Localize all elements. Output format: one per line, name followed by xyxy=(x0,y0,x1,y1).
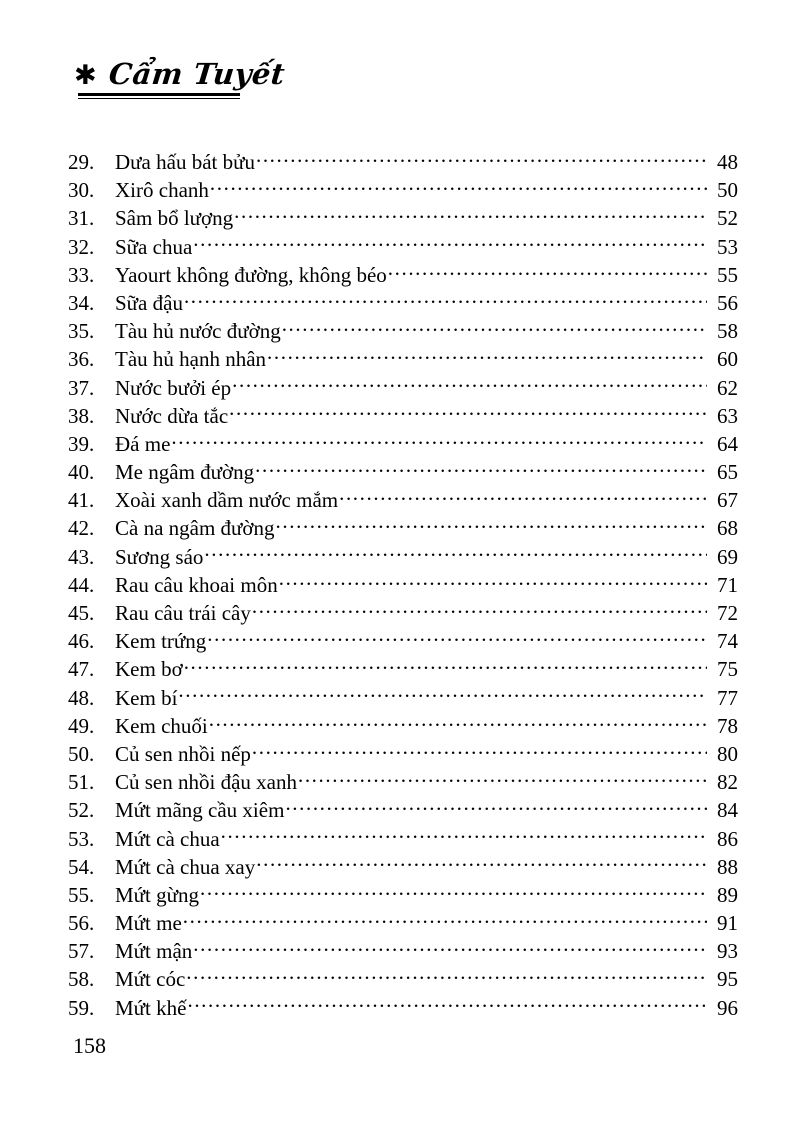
toc-entry-number: 58. xyxy=(68,967,95,992)
toc-entry-page: 80 xyxy=(717,741,738,766)
toc-entry-leader-dots xyxy=(256,148,707,169)
toc-entry-leader-dots xyxy=(193,233,707,254)
toc-entry-leader-dots xyxy=(339,486,707,507)
toc-entry-title: Củ sen nhồi nếp xyxy=(115,741,251,766)
toc-entry-title: Sâm bổ lượng xyxy=(115,206,234,231)
toc-entry-title: Mứt khế xyxy=(115,995,187,1020)
toc-entry-number: 34. xyxy=(68,290,95,315)
toc-entry-title: Yaourt không đường, không béo xyxy=(115,262,387,287)
toc-entry-number: 43. xyxy=(68,544,95,569)
toc-entry[interactable] xyxy=(68,768,738,796)
toc-entry-title: Tàu hủ nước đường xyxy=(115,319,281,344)
toc-entry-page: 55 xyxy=(717,262,738,287)
toc-entry-title: Kem trứng xyxy=(115,629,207,654)
toc-entry[interactable] xyxy=(68,796,738,824)
toc-entry-page: 91 xyxy=(717,911,738,936)
toc-entry-page: 62 xyxy=(717,375,738,400)
toc-entry-number: 57. xyxy=(68,939,95,964)
toc-entry-leader-dots xyxy=(252,599,707,620)
toc-entry-number: 45. xyxy=(68,601,95,625)
toc-entry-number: 36. xyxy=(68,347,95,372)
toc-entry-page: 56 xyxy=(717,290,738,315)
toc-entry-title: Xoài xanh dầm nước mắm xyxy=(115,488,339,513)
toc-entry-leader-dots xyxy=(200,881,707,902)
toc-entry[interactable] xyxy=(68,458,738,486)
toc-entry-page: 84 xyxy=(717,798,738,823)
toc-entry-title: Rau câu khoai môn xyxy=(115,572,278,597)
table-of-contents xyxy=(68,148,738,1022)
toc-entry[interactable] xyxy=(68,402,738,430)
toc-entry-number: 44. xyxy=(68,572,95,597)
toc-entry-number: 41. xyxy=(68,488,95,513)
toc-entry-number: 52. xyxy=(68,798,95,823)
toc-entry-page: 72 xyxy=(717,601,738,625)
author-name: Cẩm Tuyết xyxy=(106,56,287,91)
toc-entry[interactable] xyxy=(68,430,738,458)
toc-entry-leader-dots xyxy=(267,345,707,366)
toc-entry-page: 89 xyxy=(717,882,738,907)
toc-entry[interactable] xyxy=(68,571,738,599)
toc-entry-leader-dots xyxy=(184,289,707,310)
toc-entry-title: Mứt mãng cầu xiêm xyxy=(115,798,285,823)
toc-entry-number: 31. xyxy=(68,206,95,231)
toc-entry-title: Nước dừa tắc xyxy=(115,403,229,428)
toc-entry-number: 29. xyxy=(68,150,95,174)
toc-entry[interactable] xyxy=(68,825,738,853)
toc-entry-number: 32. xyxy=(68,234,95,259)
toc-entry-title: Mứt cà chua xay xyxy=(115,854,256,879)
toc-entry-title: Tàu hủ hạnh nhân xyxy=(115,347,267,372)
toc-entry-leader-dots xyxy=(255,458,707,479)
toc-entry-page: 67 xyxy=(717,488,738,513)
header-divider xyxy=(78,93,240,99)
toc-entry[interactable] xyxy=(68,543,738,571)
toc-entry-page: 95 xyxy=(717,967,738,992)
toc-entry-title: Me ngâm đường xyxy=(115,460,255,485)
toc-entry-leader-dots xyxy=(207,627,707,648)
toc-entry-page: 78 xyxy=(717,713,738,738)
toc-entry[interactable] xyxy=(68,655,738,683)
running-head-row xyxy=(74,55,474,93)
toc-entry-leader-dots xyxy=(193,937,707,958)
toc-entry-leader-dots xyxy=(232,374,707,395)
toc-entry-page: 63 xyxy=(717,403,738,428)
toc-entry-leader-dots xyxy=(282,317,707,338)
toc-entry-number: 54. xyxy=(68,854,95,879)
toc-entry[interactable] xyxy=(68,233,738,261)
toc-entry-title: Đá me xyxy=(115,431,171,456)
toc-entry-leader-dots xyxy=(178,684,707,705)
toc-entry-number: 42. xyxy=(68,516,95,541)
toc-entry-leader-dots xyxy=(221,825,707,846)
toc-entry-page: 82 xyxy=(717,770,738,795)
toc-entry[interactable] xyxy=(68,486,738,514)
toc-entry-leader-dots xyxy=(279,571,707,592)
toc-entry[interactable] xyxy=(68,853,738,881)
toc-entry-page: 53 xyxy=(717,234,738,259)
toc-entry-leader-dots xyxy=(186,965,707,986)
asterisk-icon: ✱ xyxy=(74,59,97,91)
toc-entry[interactable] xyxy=(68,994,738,1022)
toc-entry-page: 96 xyxy=(717,995,738,1020)
toc-entry-title: Mứt me xyxy=(115,911,182,936)
toc-entry-title: Xirô chanh xyxy=(115,178,209,203)
toc-entry[interactable] xyxy=(68,176,738,204)
toc-entry-title: Sữa đậu xyxy=(115,290,183,315)
toc-entry[interactable] xyxy=(68,881,738,909)
header-rule-thin xyxy=(78,98,240,99)
toc-entry-title: Kem bí xyxy=(115,685,178,710)
toc-entry-number: 39. xyxy=(68,431,95,456)
toc-entry-leader-dots xyxy=(388,261,707,282)
toc-entry-number: 55. xyxy=(68,882,95,907)
toc-entry-page: 88 xyxy=(717,854,738,879)
toc-entry[interactable] xyxy=(68,712,738,740)
toc-entry-title: Mứt cóc xyxy=(115,967,186,992)
toc-entry-leader-dots xyxy=(298,768,707,789)
toc-entry-page: 68 xyxy=(717,516,738,541)
toc-entry-page: 71 xyxy=(717,572,738,597)
toc-entry-leader-dots xyxy=(229,402,707,423)
toc-entry[interactable] xyxy=(68,937,738,965)
toc-entry-number: 49. xyxy=(68,713,95,738)
running-head xyxy=(74,55,474,109)
toc-entry-number: 38. xyxy=(68,403,95,428)
toc-entry-number: 47. xyxy=(68,657,95,682)
toc-entry-number: 37. xyxy=(68,375,95,400)
toc-entry-leader-dots xyxy=(256,853,707,874)
toc-entry[interactable] xyxy=(68,684,738,712)
toc-entry-page: 75 xyxy=(717,657,738,682)
toc-entry[interactable] xyxy=(68,909,738,937)
toc-entry-leader-dots xyxy=(276,514,707,535)
toc-entry-number: 40. xyxy=(68,460,95,485)
toc-entry-leader-dots xyxy=(204,543,707,564)
toc-entry-page: 69 xyxy=(717,544,738,569)
toc-entry-page: 77 xyxy=(717,685,738,710)
toc-entry-leader-dots xyxy=(209,712,707,733)
toc-entry-page: 93 xyxy=(717,939,738,964)
toc-entry-leader-dots xyxy=(285,796,707,817)
toc-entry-page: 64 xyxy=(717,431,738,456)
toc-entry-title: Kem chuối xyxy=(115,713,208,738)
toc-entry-number: 56. xyxy=(68,911,95,936)
toc-entry[interactable] xyxy=(68,345,738,373)
toc-entry-page: 58 xyxy=(717,319,738,344)
toc-entry[interactable] xyxy=(68,965,738,993)
toc-entry-number: 33. xyxy=(68,262,95,287)
toc-entry-title: Mứt cà chua xyxy=(115,826,220,851)
toc-entry-title: Rau câu trái cây xyxy=(115,601,251,625)
toc-entry[interactable] xyxy=(68,374,738,402)
toc-entry-leader-dots xyxy=(234,204,707,225)
toc-entry-title: Củ sen nhồi đậu xanh xyxy=(115,770,297,795)
toc-entry[interactable] xyxy=(68,289,738,317)
toc-entry-title: Dưa hấu bát bửu xyxy=(115,150,255,174)
toc-entry-number: 51. xyxy=(68,770,95,795)
toc-entry-leader-dots xyxy=(210,176,707,197)
toc-entry-page: 60 xyxy=(717,347,738,372)
toc-entry-title: Nước bưởi ép xyxy=(115,375,232,400)
page-number: 158 xyxy=(73,1033,106,1058)
toc-entry-number: 50. xyxy=(68,741,95,766)
toc-entry-page: 52 xyxy=(717,206,738,231)
toc-entry-leader-dots xyxy=(252,740,707,761)
toc-entry[interactable] xyxy=(68,148,738,176)
toc-entry-leader-dots xyxy=(184,655,707,676)
toc-entry-title: Mứt gừng xyxy=(115,882,200,907)
toc-entry-page: 86 xyxy=(717,826,738,851)
toc-entry-number: 35. xyxy=(68,319,95,344)
toc-entry-title: Sương sáo xyxy=(115,544,204,569)
toc-entry[interactable] xyxy=(68,627,738,655)
toc-entry-number: 53. xyxy=(68,826,95,851)
toc-entry-page: 50 xyxy=(717,178,738,203)
toc-entry-leader-dots xyxy=(183,909,707,930)
toc-entry[interactable] xyxy=(68,514,738,542)
toc-entry-title: Cà na ngâm đường xyxy=(115,516,275,541)
toc-entry-title: Sữa chua xyxy=(115,234,193,259)
toc-entry[interactable] xyxy=(68,599,738,627)
toc-entry[interactable] xyxy=(68,317,738,345)
toc-entry-page: 74 xyxy=(717,629,738,654)
toc-entry-number: 46. xyxy=(68,629,95,654)
toc-entry-leader-dots xyxy=(187,994,707,1015)
toc-entry[interactable] xyxy=(68,261,738,289)
toc-entry[interactable] xyxy=(68,740,738,768)
toc-entry-number: 30. xyxy=(68,178,95,203)
toc-entry[interactable] xyxy=(68,204,738,232)
toc-entry-page: 65 xyxy=(717,460,738,485)
toc-entry-page: 48 xyxy=(717,150,738,174)
toc-entry-title: Mứt mận xyxy=(115,939,193,964)
toc-entry-number: 59. xyxy=(68,995,95,1020)
toc-entry-title: Kem bơ xyxy=(115,657,183,682)
toc-entry-leader-dots xyxy=(171,430,707,451)
toc-entry-number: 48. xyxy=(68,685,95,710)
